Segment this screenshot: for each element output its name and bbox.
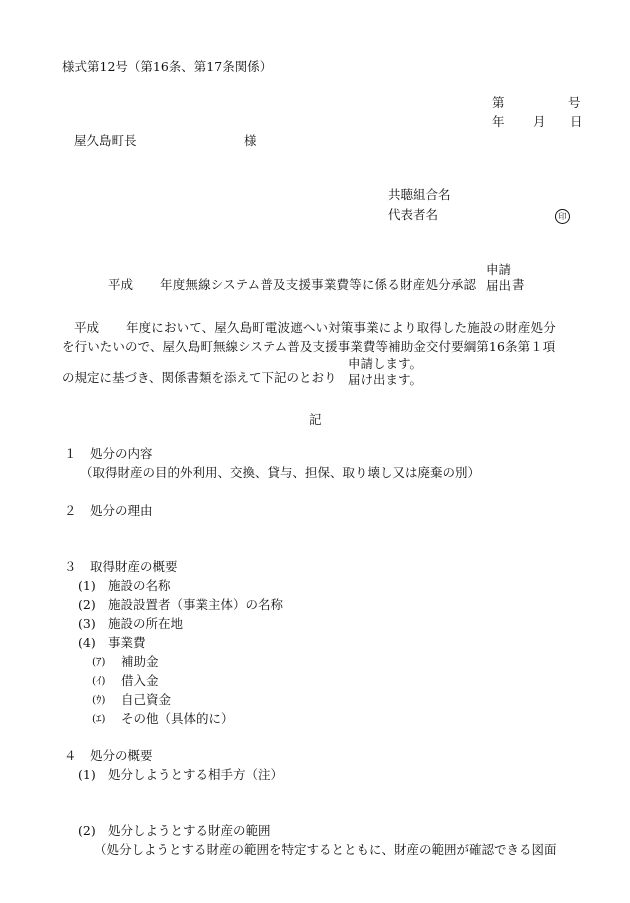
section-3-item-1-label: 施設の名称 bbox=[108, 578, 171, 593]
addressee-honorific: 様 bbox=[244, 133, 257, 148]
body-option-apply: 申請します。 bbox=[348, 356, 423, 371]
section-3-sub-c-num: (ｳ) bbox=[92, 694, 106, 706]
section-3-item-2-label: 施設設置者（事業主体）の名称 bbox=[108, 597, 284, 612]
body-line-3: の規定に基づき、関係書類を添えて下記のとおり bbox=[62, 370, 337, 385]
section-4-title: 処分の概要 bbox=[90, 748, 153, 763]
section-3-sub-a-num: (ｱ) bbox=[92, 656, 106, 668]
date-tsuki: 月 bbox=[533, 114, 546, 129]
section-3-item-3-num: (3) bbox=[78, 616, 96, 631]
section-4-note: （処分しようとする財産の範囲を特定するとともに、財産の範囲が確認できる図面 bbox=[94, 842, 557, 857]
section-3-item-3-label: 施設の所在地 bbox=[108, 616, 184, 631]
section-3-item-2-num: (2) bbox=[78, 597, 96, 612]
section-1-title: 処分の内容 bbox=[90, 446, 153, 461]
title-era: 平成 bbox=[108, 277, 134, 292]
section-1-note: （取得財産の目的外利用、交換、貸与、担保、取り壊し又は廃棄の別） bbox=[80, 465, 481, 480]
section-4-item-1-num: (1) bbox=[78, 767, 96, 782]
section-2-title: 処分の理由 bbox=[90, 503, 153, 518]
addressee: 屋久島町長 bbox=[74, 133, 137, 148]
title-main: 年度無線システム普及支援事業費等に係る財産処分承認 bbox=[160, 277, 477, 292]
section-3-sub-b-num: (ｲ) bbox=[92, 675, 106, 687]
body-era: 平成 bbox=[74, 320, 100, 335]
body-option-notify: 届け出ます。 bbox=[348, 372, 423, 387]
section-3-title: 取得財産の概要 bbox=[90, 559, 178, 574]
date-nen: 年 bbox=[492, 114, 505, 129]
section-4-item-2-num: (2) bbox=[78, 823, 96, 838]
seal-icon: 印 bbox=[555, 209, 570, 224]
section-3-item-1-num: (1) bbox=[78, 578, 96, 593]
title-option-apply: 申請 bbox=[486, 262, 512, 277]
form-number: 様式第12号（第16条、第17条関係） bbox=[62, 59, 273, 74]
section-4-num: ４ bbox=[64, 748, 77, 763]
section-3-sub-c-label: 自己資金 bbox=[121, 692, 172, 707]
body-line-1: 年度において、屋久島町電波遮へい対策事業により取得した施設の財産処分 bbox=[126, 320, 556, 335]
ki-heading: 記 bbox=[309, 412, 322, 427]
title-suffix: 書 bbox=[512, 277, 525, 292]
section-3-sub-d-num: (ｴ) bbox=[92, 713, 106, 725]
section-3-sub-b-label: 借入金 bbox=[121, 673, 159, 688]
date-hi: 日 bbox=[570, 114, 583, 129]
number-dai: 第 bbox=[492, 95, 505, 110]
number-go: 号 bbox=[568, 95, 581, 110]
org-label: 共聴組合名 bbox=[388, 187, 451, 202]
title-option-stack bbox=[486, 262, 511, 294]
body-line-2: を行いたいので、屋久島町無線システム普及支援事業費等補助金交付要綱第16条第１項 bbox=[62, 339, 556, 354]
section-2-num: ２ bbox=[64, 503, 77, 518]
section-1-num: １ bbox=[64, 446, 77, 461]
section-3-sub-a-label: 補助金 bbox=[121, 654, 159, 669]
section-3-item-4-label: 事業費 bbox=[108, 635, 146, 650]
section-3-num: ３ bbox=[64, 559, 77, 574]
title-option-notify: 届出 bbox=[486, 278, 512, 293]
body-option-stack bbox=[348, 356, 422, 388]
section-3-sub-d-label: その他（具体的に） bbox=[121, 711, 234, 726]
section-3-item-4-num: (4) bbox=[78, 635, 96, 650]
section-4-item-1-label: 処分しようとする相手方（注） bbox=[108, 767, 284, 782]
seal-mark bbox=[555, 207, 570, 224]
rep-label: 代表者名 bbox=[388, 207, 439, 222]
section-4-item-2-label: 処分しようとする財産の範囲 bbox=[108, 823, 271, 838]
